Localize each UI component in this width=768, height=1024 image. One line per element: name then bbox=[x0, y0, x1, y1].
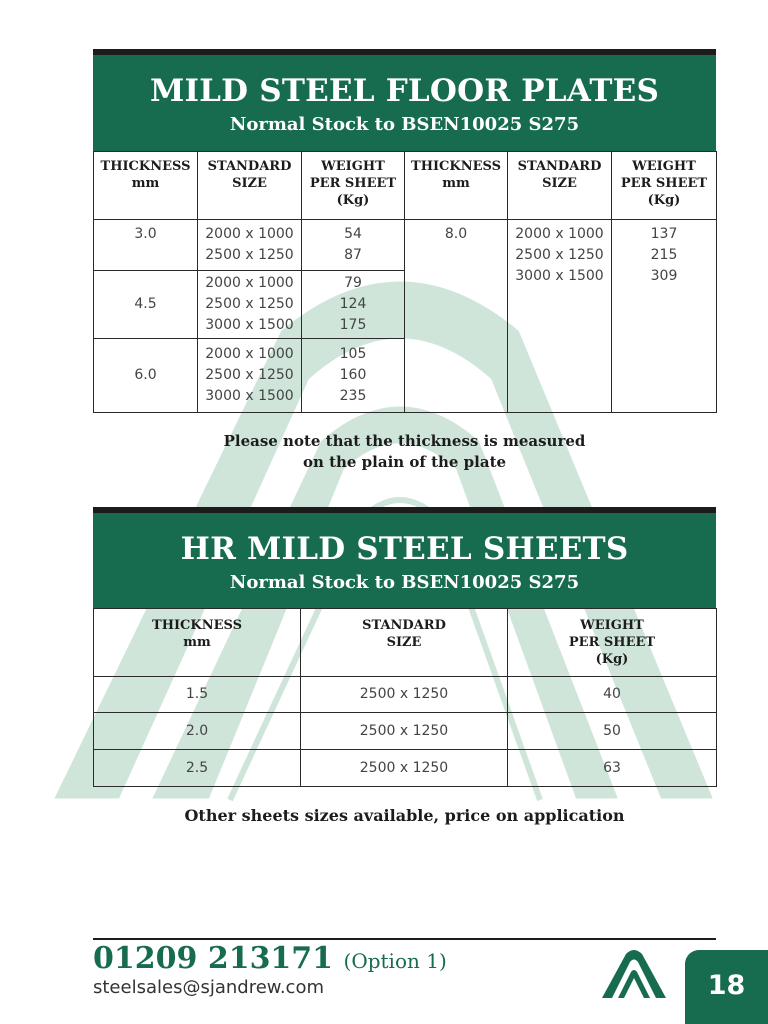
hr-sheets-subtitle: Normal Stock to BSEN10025 S275 bbox=[229, 572, 580, 593]
weight-cell: 105 160 235 bbox=[302, 339, 405, 413]
hr-sheets-banner bbox=[93, 513, 716, 608]
footer-divider bbox=[93, 938, 716, 940]
weight-cell: 79 124 175 bbox=[302, 271, 405, 339]
header-thickness: THICKNESS mm bbox=[405, 152, 508, 220]
table-header-row bbox=[94, 609, 717, 677]
thickness-cell: 8.0 bbox=[405, 220, 508, 413]
thickness-note: Please note that the thickness is measured on the plain of the plate bbox=[223, 432, 586, 471]
phone-number-text: 01209 213171 bbox=[93, 941, 334, 976]
header-thickness: THICKNESS mm bbox=[94, 152, 198, 220]
phone-option: (Option 1) bbox=[343, 949, 447, 973]
weight-cell: 54 87 bbox=[302, 220, 405, 271]
header-standard-size: STANDARD SIZE bbox=[301, 609, 508, 677]
floor-plates-table bbox=[93, 151, 717, 413]
floor-plates-section bbox=[93, 49, 716, 413]
header-weight: WEIGHT PER SHEET (Kg) bbox=[302, 152, 405, 220]
header-weight: WEIGHT PER SHEET (Kg) bbox=[508, 609, 717, 677]
sizes-note: Other sheets sizes available, price on application bbox=[184, 806, 625, 825]
weight-cell: 137 215 309 bbox=[612, 220, 717, 413]
table-row bbox=[94, 750, 717, 787]
phone-number[interactable] bbox=[93, 941, 447, 976]
hr-sheets-section bbox=[93, 507, 716, 787]
page-number-badge: 18 bbox=[685, 950, 768, 1024]
thickness-cell: 1.5 bbox=[94, 677, 301, 713]
thickness-cell: 4.5 bbox=[94, 271, 198, 339]
floor-plates-subtitle: Normal Stock to BSEN10025 S275 bbox=[229, 114, 580, 135]
size-cell: 2500 x 1250 bbox=[301, 677, 508, 713]
size-cell: 2500 x 1250 bbox=[301, 750, 508, 787]
header-standard-size: STANDARD SIZE bbox=[198, 152, 302, 220]
hr-sheets-table bbox=[93, 608, 717, 787]
size-cell: 2500 x 1250 bbox=[301, 713, 508, 750]
header-weight: WEIGHT PER SHEET (Kg) bbox=[612, 152, 717, 220]
hr-sheets-title: HR MILD STEEL SHEETS bbox=[180, 531, 629, 567]
floor-plates-title: MILD STEEL FLOOR PLATES bbox=[149, 73, 660, 109]
thickness-cell: 2.5 bbox=[94, 750, 301, 787]
sj-andrew-arch-logo-icon bbox=[600, 948, 668, 1000]
floor-plates-banner bbox=[93, 55, 716, 151]
weight-cell: 50 bbox=[508, 713, 717, 750]
thickness-cell: 6.0 bbox=[94, 339, 198, 413]
table-header-row bbox=[94, 152, 717, 220]
table-row bbox=[94, 713, 717, 750]
email-link[interactable]: steelsales@sjandrew.com bbox=[93, 977, 325, 998]
size-cell: 2000 x 1000 2500 x 1250 3000 x 1500 bbox=[508, 220, 612, 413]
weight-cell: 40 bbox=[508, 677, 717, 713]
table-row bbox=[94, 677, 717, 713]
weight-cell: 63 bbox=[508, 750, 717, 787]
size-cell: 2000 x 1000 2500 x 1250 bbox=[198, 220, 302, 271]
size-cell: 2000 x 1000 2500 x 1250 3000 x 1500 bbox=[198, 339, 302, 413]
thickness-cell: 3.0 bbox=[94, 220, 198, 271]
header-standard-size: STANDARD SIZE bbox=[508, 152, 612, 220]
size-cell: 2000 x 1000 2500 x 1250 3000 x 1500 bbox=[198, 271, 302, 339]
thickness-cell: 2.0 bbox=[94, 713, 301, 750]
header-thickness: THICKNESS mm bbox=[94, 609, 301, 677]
table-row bbox=[94, 220, 717, 271]
